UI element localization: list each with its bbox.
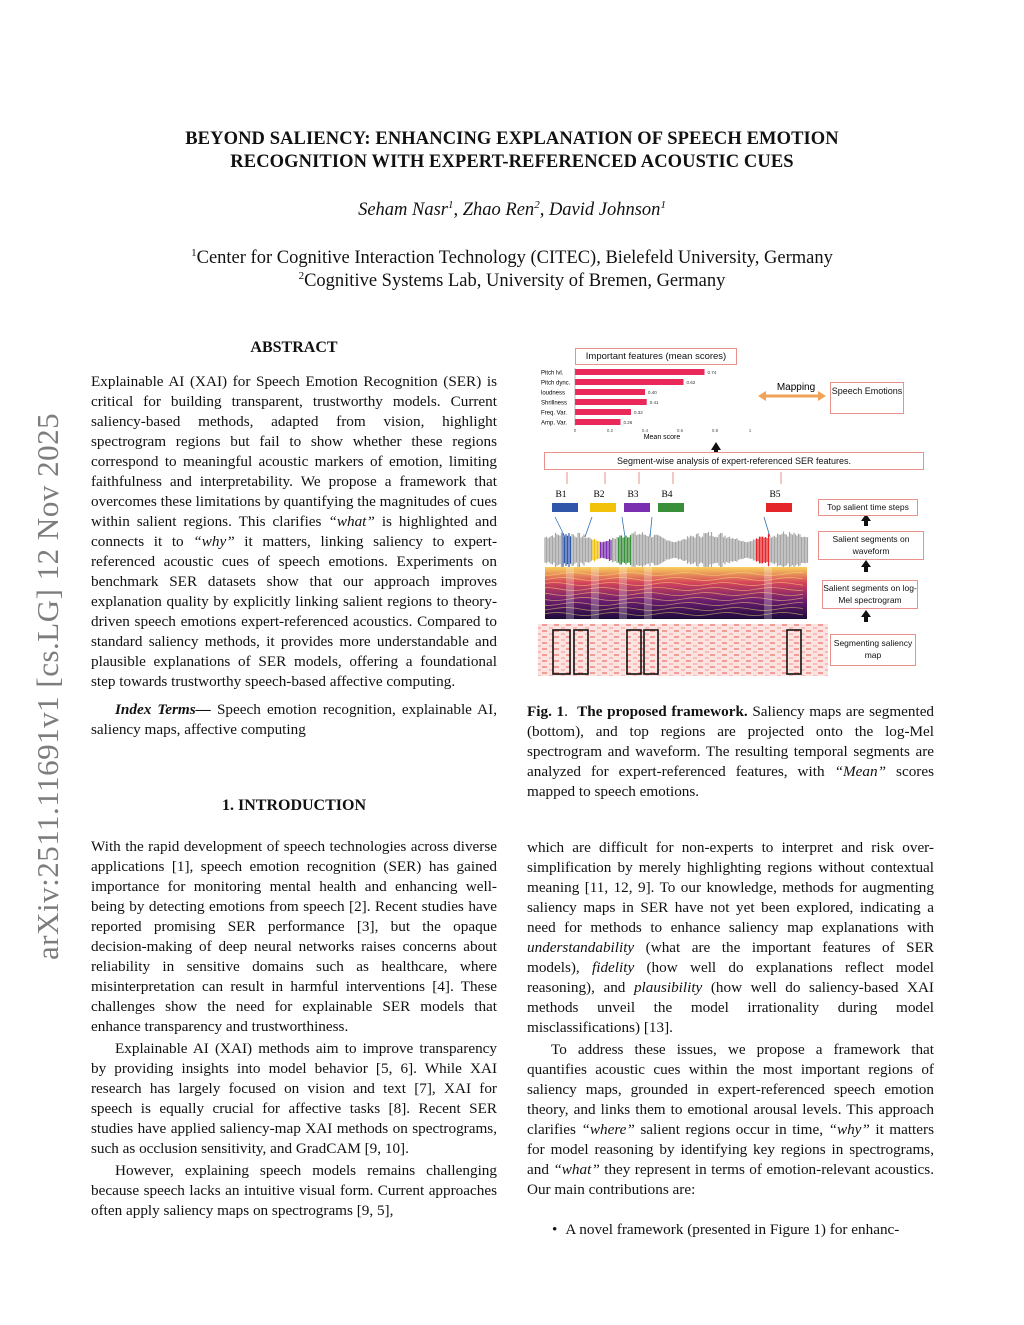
caption-label: Fig. 1 <box>527 703 565 720</box>
connector-line <box>764 517 770 537</box>
figure-1 <box>530 342 935 682</box>
segment-label: B4 <box>661 490 673 500</box>
step-box-spectrogram: Salient segments on log-Mel spectrogram <box>822 580 918 609</box>
arrow-up-icon <box>861 560 871 572</box>
abstract-paragraph <box>91 372 497 692</box>
x-tick-label: 0.4 <box>641 428 649 433</box>
abstract-text-1: Explainable AI (XAI) for Speech Emotion Recognition (SER) is critical for building transparent, trustworthy models. Current saliency-based methods, adapted from vision, highlight spectrogram regions but fail to show whether these regions correspond to meaningful acoustic markers of emotion, limiting faithfulness and interpretability. We propose a framework that overcomes these limitations by quantifying the magnitudes of cues within salient regions. This clarifies <box>91 373 497 530</box>
right-p2-text-b: salient regions occur in time, <box>634 1121 829 1138</box>
segment-label: B5 <box>769 490 781 500</box>
right-what: “what” <box>553 1161 600 1178</box>
connector-line <box>585 517 592 537</box>
author-3-sup: 1 <box>660 199 666 211</box>
intro-paragraph-1: With the rapid development of speech technologies across diverse applications [1], speech emotion recognition (SER) has gained importance for monitoring mental health and enhancing well-being by detecting emotions from speech [2]. Recent studies have reported promising SER performance [3], but the opaque decision-making of deep neural networks raises concerns about reliability in sensitive domains such as healthcare, where misinterpretation can result in harmful interventions [4]. These challenges show the need for explainable SER models that enhance transparency and trustworthiness. <box>91 838 497 1035</box>
bar-value-label: 0.32 <box>634 410 643 415</box>
affiliations <box>100 247 924 293</box>
author-list: Seham Nasr$^1$, Zhao Ren$^2$, David Johnson$^1$ <box>358 199 666 220</box>
caption-text-2: scores mapped to speech emotions. <box>527 763 934 800</box>
author-1-sup: 1 <box>448 199 454 211</box>
x-tick-label: 0.8 <box>711 428 719 433</box>
affiliation-2-sup: 2 <box>298 270 305 282</box>
saliency-map <box>538 624 828 676</box>
affiliation-2 <box>100 270 924 293</box>
bar <box>575 369 705 375</box>
segment-bar <box>552 503 578 512</box>
spectrogram-highlight <box>619 567 627 619</box>
paper-title <box>100 128 924 174</box>
spectrogram-highlight <box>591 567 599 619</box>
mapping-arrow-left-head <box>758 391 766 401</box>
segment-label: B1 <box>555 490 567 500</box>
x-tick-label: 1 <box>748 428 752 433</box>
right-p1-text-c: (how well do explanations reflect model reasoning), and <box>527 959 934 996</box>
bullet-icon: • <box>552 1221 558 1238</box>
waveform <box>545 531 808 568</box>
arrow-up-icon <box>861 610 871 622</box>
intro-paragraph-3: However, explaining speech models remains challenging because speech lacks an intuitive visual form. Current approaches often apply saliency maps on spectrograms [9, 5], <box>91 1162 497 1219</box>
right-p2-text-d: they represent in terms of emotion-relevant acoustics. Our main contributions are: <box>527 1161 934 1198</box>
author-2-sup: 2 <box>534 199 540 211</box>
connector-line <box>650 517 652 537</box>
step-box-top-salient: Top salient time steps <box>818 499 918 516</box>
bar <box>575 419 621 425</box>
caption-mean: “Mean” <box>834 763 887 780</box>
y-tick-label: Pitch dync. <box>541 380 571 387</box>
segment-bar <box>590 503 616 512</box>
arxiv-id: arXiv:2511.11691v1 [cs.LG] 12 Nov 2025 <box>30 412 65 960</box>
x-tick-label: 0.6 <box>676 428 684 433</box>
author-1: Seham Nasr <box>358 200 448 220</box>
arxiv-side-label <box>30 380 65 960</box>
spectrogram-highlight <box>644 567 652 619</box>
y-tick-label: Freq. Var. <box>541 410 567 417</box>
title-line-1: BEYOND SALIENCY: ENHANCING EXPLANATION OF SPEECH EMOTION <box>185 129 839 149</box>
right-p2-text-a: To address these issues, we propose a framework that quantifies acoustic cues within the most important regions of saliency maps, grounded in expert-referenced speech emotion theory, and links them to emotional arousal levels. This approach clarifies <box>527 1041 934 1138</box>
bar-value-label: 0.26 <box>623 420 633 425</box>
spectrogram-highlight <box>764 567 772 619</box>
index-terms-text: Speech emotion recognition, explainable AI, saliency maps, affective computing <box>91 701 498 738</box>
abstract-heading: ABSTRACT <box>250 339 338 356</box>
right-paragraph-2 <box>527 1040 934 1200</box>
abstract-text-2: is highlighted and connects it to <box>91 513 497 550</box>
segment-bar <box>766 503 792 512</box>
segment-bar <box>624 503 650 512</box>
y-tick-label: Shrillness <box>541 400 568 407</box>
contribution-bullet-1 <box>552 1220 934 1240</box>
right-why: “why” <box>828 1121 870 1138</box>
connector-line <box>555 517 565 537</box>
intro-paragraph-2: Explainable AI (XAI) methods aim to improve transparency by providing insights into model behavior [5, 6]. While XAI research has largely focused on vision and text [7], XAI for speech is equally crucial for affective tasks [8]. Recent SER studies have applied saliency-map XAI methods on spectrograms, such as occlusion sensitivity, and GradCAM [9, 10]. <box>91 1040 497 1157</box>
step-box-segmenting: Segmenting saliency map <box>830 634 916 666</box>
mapping-label: Mapping <box>776 382 816 393</box>
segment-label: B2 <box>593 490 605 500</box>
x-axis-label: Mean score <box>643 434 681 441</box>
connector-line <box>622 517 625 537</box>
term-understandability: understandability <box>527 939 635 956</box>
bar-value-label: 0.62 <box>686 380 696 385</box>
x-tick-label: 0 <box>573 428 577 433</box>
bar <box>575 409 631 415</box>
right-p2-text-c: it matters for model reasoning by identifying key regions in spectrograms, and <box>527 1121 934 1178</box>
segment-connectors <box>555 517 770 537</box>
right-p1-text-d: (how well do saliency-based XAI methods unveil the model irrationality during model misclassifications) [13]. <box>527 979 934 1036</box>
bar <box>575 379 684 385</box>
term-fidelity: fidelity <box>592 959 635 976</box>
abstract-why: “why” <box>193 533 235 550</box>
bar <box>575 389 645 395</box>
affiliation-1 <box>100 247 924 270</box>
author-2: Zhao Ren <box>462 200 535 220</box>
right-paragraph-1 <box>527 838 934 1038</box>
title-line-2: RECOGNITION WITH EXPERT-REFERENCED ACOUSTIC CUES <box>230 152 794 172</box>
y-tick-label: Amp. Var. <box>541 420 567 427</box>
bar-value-label: 0.41 <box>649 400 659 405</box>
caption-dot: . <box>564 703 568 720</box>
mapping-arrow-right-head <box>818 391 826 401</box>
affiliation-2-text: Cognitive Systems Lab, University of Bremen, Germany <box>304 271 726 291</box>
right-p1-text-a: which are difficult for non-experts to interpret and risk over-simplification by merely highlighting regions without contextual meaning [11, 12, 9]. To our knowledge, methods for augmenting saliency maps in SER have not yet been explored, indicating a need for methods to enhance saliency map explanations with <box>527 839 934 936</box>
y-tick-label: loudness <box>541 390 566 397</box>
index-terms-label: Index Terms— <box>115 701 211 718</box>
y-tick-label: Pitch lvl. <box>541 370 564 377</box>
x-tick-label: 0.2 <box>606 428 614 433</box>
abstract-what: “what” <box>328 513 375 530</box>
intro-heading: 1. INTRODUCTION <box>221 797 366 814</box>
chart-title-box: Important features (mean scores) <box>575 348 737 365</box>
caption-bold: The proposed framework. <box>577 703 748 720</box>
affiliation-1-sup: 1 <box>191 247 197 259</box>
right-column-body <box>527 838 934 1200</box>
figure-caption <box>527 702 934 802</box>
right-where: “where” <box>581 1121 635 1138</box>
segment-analysis-banner: Segment-wise analysis of expert-referenced SER features. <box>544 452 924 470</box>
bar-chart <box>541 368 752 441</box>
abstract-body <box>91 372 497 740</box>
segment-label: B3 <box>627 490 639 500</box>
affiliation-1-text: Center for Cognitive Interaction Technology (CITEC), Bielefeld University, Germany <box>196 248 833 268</box>
author-3: David Johnson <box>548 200 661 220</box>
step-box-waveform: Salient segments on waveform <box>818 531 924 560</box>
segment-bar <box>658 503 684 512</box>
intro-body <box>91 837 497 1221</box>
index-terms <box>91 700 497 740</box>
speech-emotions-box: Speech Emotions <box>830 382 904 414</box>
spectrogram-highlight <box>566 567 574 619</box>
term-plausibility: plausibility <box>633 979 703 996</box>
caption-text: Saliency maps are segmented (bottom), and top regions are projected onto the log-Mel spectrogram and waveform. The resulting temporal segments are analyzed for expert-referenced features, with <box>527 703 935 780</box>
abstract-text-3: it matters, linking saliency to expert-referenced acoustic cues of speech emotions. Experiments on benchmark SER datasets show that our approach improves explanation quality by explicitly linking salient regions to theory-driven speech emotions expert-referenced acoustics. Compared to standard saliency methods, it provides more understandable and plausible explanations of SER models, offering a foundational step towards trustworthy speech-based affective computing. <box>91 533 497 690</box>
bar-value-label: 0.40 <box>648 390 657 395</box>
right-p1-text-b: (what are the important features of SER models), <box>527 939 934 976</box>
bar <box>575 399 647 405</box>
bullet-1-text: A novel framework (presented in Figure 1) for enhanc- <box>565 1221 900 1238</box>
bar-value-label: 0.74 <box>707 370 717 375</box>
